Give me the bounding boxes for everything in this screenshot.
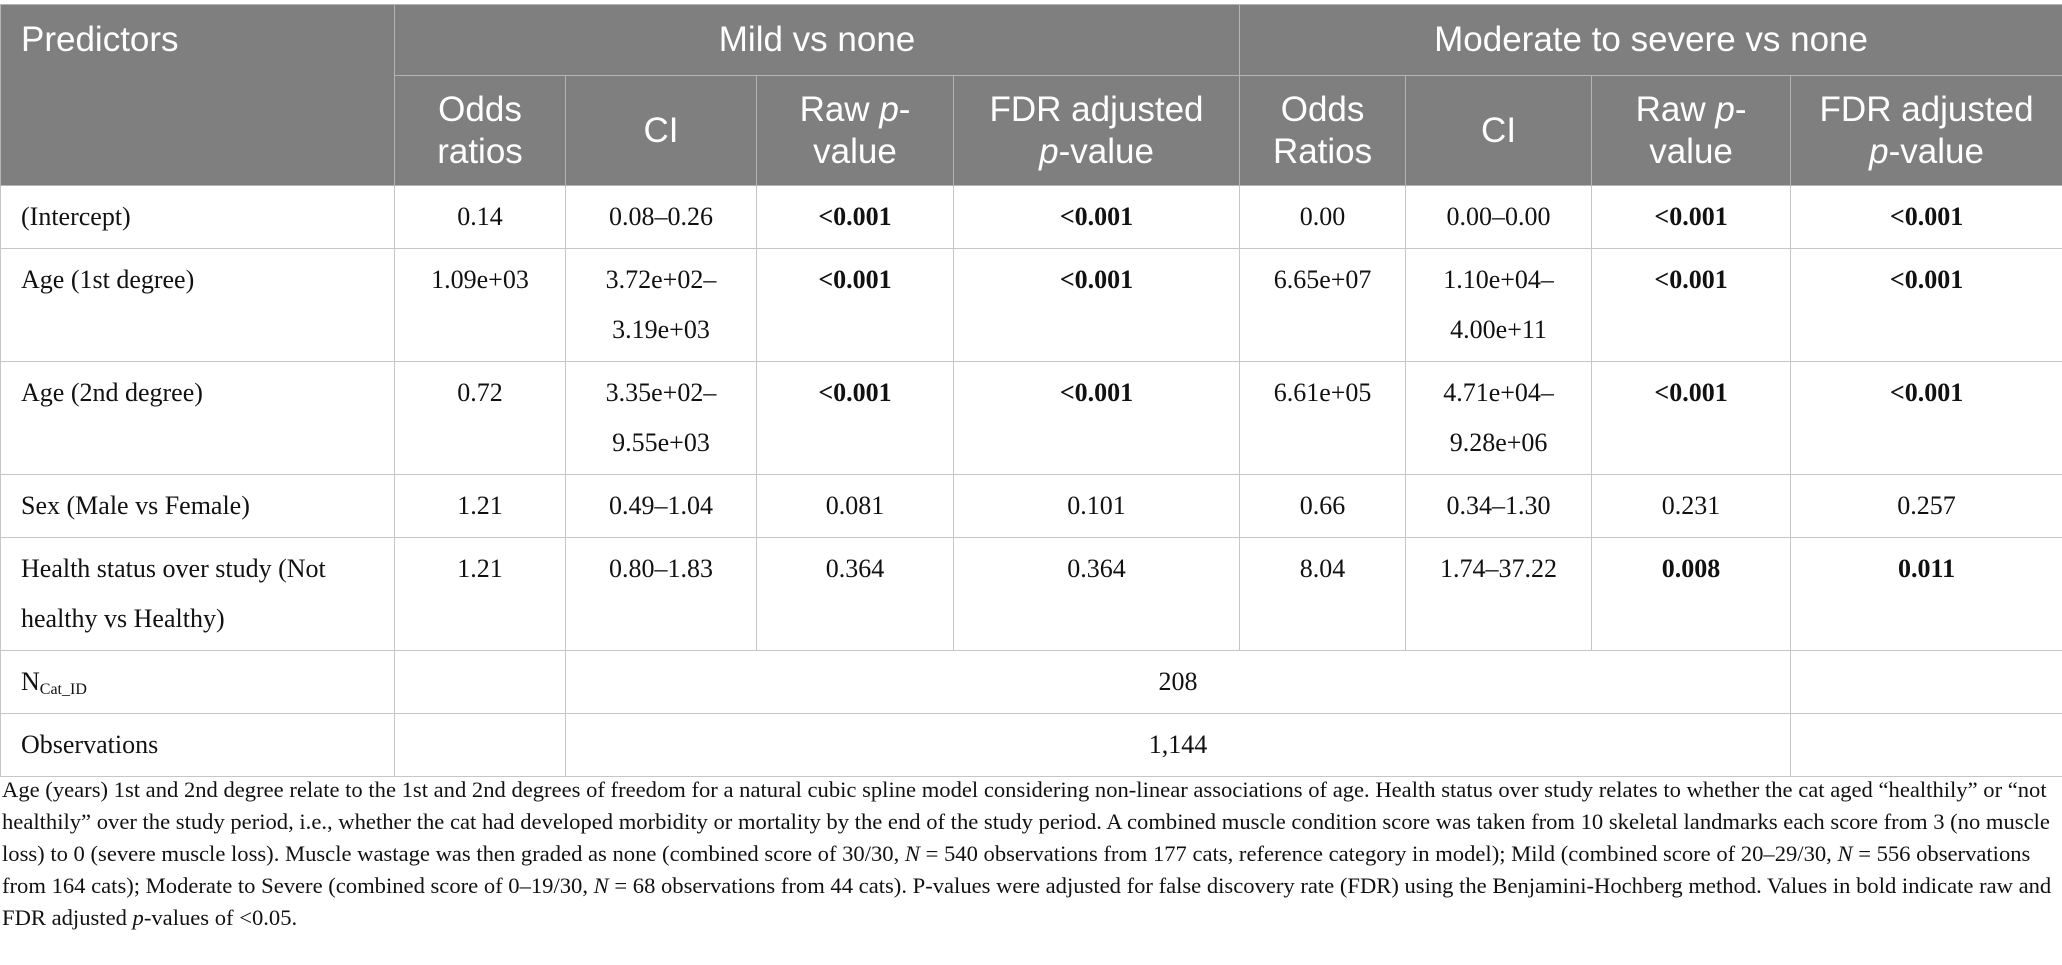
empty-cell bbox=[1791, 651, 2062, 714]
n-cat-id-value: 208 bbox=[566, 651, 1791, 714]
row-label: Health status over study (Not healthy vs Healthy) bbox=[1, 538, 395, 651]
moderate-raw-p: 0.231 bbox=[1592, 475, 1791, 538]
table-row-age-1st-degree bbox=[1, 249, 2062, 362]
mild-raw-p: 0.081 bbox=[757, 475, 954, 538]
row-label: (Intercept) bbox=[1, 186, 395, 249]
header-moderate-odds-ratios: Odds Ratios bbox=[1240, 76, 1406, 186]
moderate-ci: 1.74–37.22 bbox=[1406, 538, 1592, 651]
mild-fdr-p: <0.001 bbox=[954, 249, 1240, 362]
table-row-age-2nd-degree bbox=[1, 362, 2062, 475]
mild-raw-p: 0.364 bbox=[757, 538, 954, 651]
table-footnote: Age (years) 1st and 2nd degree relate to the 1st and 2nd degrees of freedom for a natural cubic spline model considering non-linear associations of age. Health status over study relates to whether the cat aged “healthily” or “not healthily” over the study period, i.e., whether the cat had developed morbidity or mortality by the end of the study period. A combined muscle condition score was taken from 10 skeletal landmarks each score from 3 (no muscle loss) to 0 (severe muscle loss). Muscle wastage was then graded as none (combined score of 30/30, N = 540 observations from 177 cats, reference category in model); Mild (combined score of 20–29/30, N = 556 observations from 164 cats); Moderate to Severe (combined score of 0–19/30, N = 68 observations from 44 cats). P-values were adjusted for false discovery rate (FDR) using the Benjamini-Hochberg method. Values in bold indicate raw and FDR adjusted p-values of <0.05. bbox=[2, 777, 2052, 930]
row-label: Observations bbox=[1, 714, 395, 777]
header-group-mild: Mild vs none bbox=[395, 5, 1240, 76]
mild-odds-ratio: 1.21 bbox=[395, 475, 566, 538]
mild-fdr-p: 0.101 bbox=[954, 475, 1240, 538]
header-moderate-fdr-p: FDR adjusted p-value bbox=[1791, 76, 2062, 186]
mild-ci: 3.72e+02– 3.19e+03 bbox=[566, 249, 757, 362]
observations-value: 1,144 bbox=[566, 714, 1791, 777]
moderate-ci: 0.34–1.30 bbox=[1406, 475, 1592, 538]
mild-ci: 0.80–1.83 bbox=[566, 538, 757, 651]
moderate-raw-p: 0.008 bbox=[1592, 538, 1791, 651]
moderate-odds-ratio: 6.61e+05 bbox=[1240, 362, 1406, 475]
moderate-fdr-p: <0.001 bbox=[1791, 249, 2062, 362]
table-row-sex bbox=[1, 475, 2062, 538]
moderate-ci: 1.10e+04– 4.00e+11 bbox=[1406, 249, 1592, 362]
mild-fdr-p: <0.001 bbox=[954, 362, 1240, 475]
table-row-n-cat-id bbox=[1, 651, 2062, 714]
moderate-raw-p: <0.001 bbox=[1592, 186, 1791, 249]
header-mild-fdr-p: FDR adjusted p-value bbox=[954, 76, 1240, 186]
empty-cell bbox=[1791, 714, 2062, 777]
empty-cell bbox=[395, 714, 566, 777]
header-moderate-ci: CI bbox=[1406, 76, 1592, 186]
table-row-intercept bbox=[1, 186, 2062, 249]
table-row-observations bbox=[1, 714, 2062, 777]
row-label: $N_{Cat\_ID}$ bbox=[1, 651, 395, 714]
moderate-fdr-p: <0.001 bbox=[1791, 362, 2062, 475]
moderate-ci: 4.71e+04– 9.28e+06 bbox=[1406, 362, 1592, 475]
mild-raw-p: <0.001 bbox=[757, 249, 954, 362]
mild-odds-ratio: 0.72 bbox=[395, 362, 566, 475]
mild-raw-p: <0.001 bbox=[757, 186, 954, 249]
header-group-moderate: Moderate to severe vs none bbox=[1240, 5, 2062, 76]
header-mild-raw-p: Raw p- value bbox=[757, 76, 954, 186]
header-moderate-raw-p: Raw p- value bbox=[1592, 76, 1791, 186]
moderate-raw-p: <0.001 bbox=[1592, 249, 1791, 362]
mild-odds-ratio: 1.21 bbox=[395, 538, 566, 651]
mild-ci: 0.08–0.26 bbox=[566, 186, 757, 249]
moderate-fdr-p: <0.001 bbox=[1791, 186, 2062, 249]
header-mild-odds-ratios: Odds ratios bbox=[395, 76, 566, 186]
header-predictors: Predictors bbox=[1, 5, 395, 186]
mild-odds-ratio: 1.09e+03 bbox=[395, 249, 566, 362]
table-row-health-status bbox=[1, 538, 2062, 651]
mild-fdr-p: 0.364 bbox=[954, 538, 1240, 651]
mild-odds-ratio: 0.14 bbox=[395, 186, 566, 249]
moderate-odds-ratio: 0.00 bbox=[1240, 186, 1406, 249]
empty-cell bbox=[395, 651, 566, 714]
moderate-odds-ratio: 0.66 bbox=[1240, 475, 1406, 538]
moderate-ci: 0.00–0.00 bbox=[1406, 186, 1592, 249]
results-table bbox=[0, 4, 2062, 777]
mild-ci: 0.49–1.04 bbox=[566, 475, 757, 538]
header-mild-ci: CI bbox=[566, 76, 757, 186]
moderate-fdr-p: 0.257 bbox=[1791, 475, 2062, 538]
mild-raw-p: <0.001 bbox=[757, 362, 954, 475]
moderate-odds-ratio: 8.04 bbox=[1240, 538, 1406, 651]
row-label: Age (2nd degree) bbox=[1, 362, 395, 475]
moderate-raw-p: <0.001 bbox=[1592, 362, 1791, 475]
row-label: Age (1st degree) bbox=[1, 249, 395, 362]
row-label: Sex (Male vs Female) bbox=[1, 475, 395, 538]
moderate-odds-ratio: 6.65e+07 bbox=[1240, 249, 1406, 362]
moderate-fdr-p: 0.011 bbox=[1791, 538, 2062, 651]
mild-fdr-p: <0.001 bbox=[954, 186, 1240, 249]
mild-ci: 3.35e+02– 9.55e+03 bbox=[566, 362, 757, 475]
